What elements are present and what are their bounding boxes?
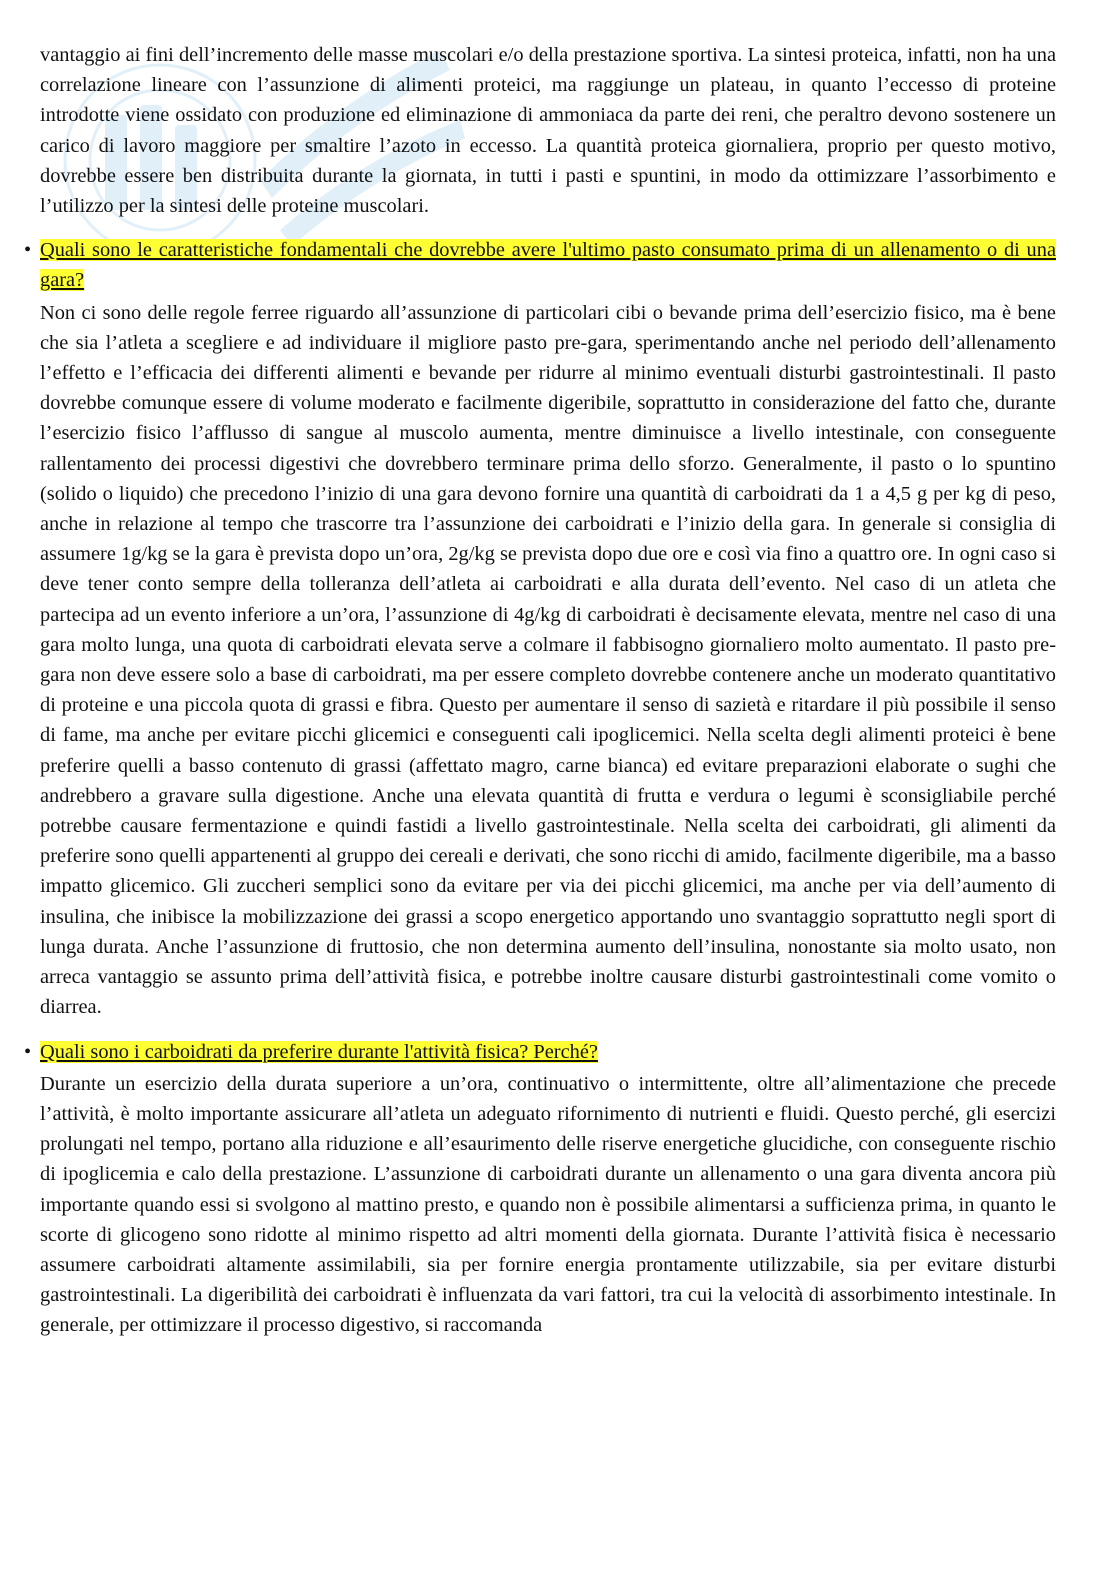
question-text: Quali sono i carboidrati da preferire durante l'attività fisica? Perché? — [40, 1040, 598, 1063]
question-text: Quali sono le caratteristiche fondamentali che dovrebbe avere l'ultimo pasto consumato prima di un allenamento o di una gara? — [40, 239, 1056, 292]
answer-pre-race-meal: Non ci sono delle regole ferree riguardo all’assunzione di particolari cibi o bevande prima dell’esercizio fisico, ma è bene che sia l’atleta a scegliere e ad individuare il migliore pasto pre-gara, sperimentando anche nel periodo dell’allenamento l’effetto e l’efficacia dei differenti alimenti e bevande per ridurre al minimo eventuali disturbi gastrointestinali. Il pasto dovrebbe comunque essere di volume moderato e facilmente digeribile, soprattutto in considerazione del fatto che, durante l’esercizio fisico l’afflusso di sangue al muscolo aumenta, mentre diminuisce a livello intestinale, con conseguente rallentamento dei processi digestivi che dovrebbero terminare prima dello sforzo. Generalmente, il pasto o lo spuntino (solido o liquido) che precedono l’inizio di una gara devono fornire una quantità di carboidrati da 1 a 4,5 g per kg di peso, anche in relazione al tempo che trascorre tra l’assunzione dei carboidrati e l’inizio della gara. In generale si consiglia di assumere 1g/kg se la gara è prevista dopo un’ora, 2g/kg se prevista dopo due ore e così via fino a quattro ore. In ogni caso si deve tener conto sempre della tolleranza dell’atleta ai carboidrati e alla durata dell’evento. Nel caso di un atleta che partecipa ad un evento inferiore a un’ora, l’assunzione di 4g/kg di carboidrati è decisamente elevata, mentre nel caso di una gara molto lunga, una quota di carboidrati elevata serve a colmare il fabbisogno giornaliero molto aumentato. Il pasto pre-gara non deve essere solo a base di carboidrati, ma per essere completo dovrebbe contenere anche un moderato quantitativo di proteine e una piccola quota di grassi e fibra. Questo per aumentare il senso di sazietà e ritardare il più possibile il senso di fame, ma anche per evitare picchi glicemici e conseguenti cali ipoglicemici. Nella scelta degli alimenti proteici è bene preferire quelli a basso contenuto di grassi (affettato magro, carne bianca) ed evitare preparazioni elaborate o sughi che andrebbero a gravare sulla digestione. Anche una elevata quantità di frutta e verdura o legumi è sconsigliabile perché potrebbe causare fermentazione e quindi fastidi a livello gastrointestinale. Nella scelta dei carboidrati, gli alimenti da preferire sono quelli appartenenti al gruppo dei cereali e derivati, che sono ricchi di amido, facilmente digeribile, ma a basso impatto glicemico. Gli zuccheri semplici sono da evitare per via dei picchi glicemici, ma anche per via dell’aumento di insulina, che inibisce la mobilizzazione dei grassi a scopo energetico apportando uno svantaggio soprattutto negli sport di lunga durata. Anche l’assunzione di fruttosio, che non determina aumento dell’insulina, nonostante sia molto usato, non arreca vantaggio se assunto prima dell’attività fisica, e potrebbe inoltre causare disturbi gastrointestinali come vomito o diarrea. — [40, 301, 1056, 1019]
answer-carbohydrates: Durante un esercizio della durata superiore a un’ora, continuativo o intermittente, oltre all’alimentazione che precede l’attività, è molto importante assicurare all’atleta un adeguato rifornimento di nutrienti e fluidi. Questo perché, gli esercizi prolungati nel tempo, portano alla riduzione e all’esaurimento delle riserve energetiche glucidiche, con conseguente rischio di ipoglicemia e calo della prestazione. L’assunzione di carboidrati durante un allenamento o una gara diventa ancora più importante quando essi si svolgono al mattino presto, e quando non è possibile alimentarsi a sufficienza prima, in quanto le scorte di glicogeno sono ridotte al minimo rispetto ad altri momenti della giornata. Durante l’attività fisica è necessario assumere carboidrati altamente assimilabili, sia per fornire energia prontamente utilizzabile, sia per evitare disturbi gastrointestinali. La digeribilità dei carboidrati è influenzata da vari fattori, tra cui la velocità di assorbimento intestinale. In generale, per ottimizzare il processo digestivo, si raccomanda — [40, 1072, 1056, 1337]
document-page — [24, 40, 1056, 1341]
bullet-icon: • — [24, 1040, 32, 1063]
paragraph-proteins: vantaggio ai fini dell’incremento delle masse muscolari e/o della prestazione sportiva. La sintesi proteica, infatti, non ha una correlazione lineare con l’assunzione di alimenti proteici, ma raggiunge un plateau, in quanto l’eccesso di proteine introdotte viene ossidato con produzione ed eliminazione di ammoniaca da parte dei reni, che peraltro devono sostenere un carico di lavoro maggiore per smaltire l’azoto in eccesso. La quantità proteica giornaliera, proprio per questo motivo, dovrebbe essere ben distribuita durante la giornata, in tutti i pasti e spuntini, in modo da ottimizzare l’assorbimento e l’utilizzo per la sintesi delle proteine muscolari. — [40, 44, 1056, 218]
bullet-icon: • — [24, 239, 32, 262]
question-heading-pre-race-meal — [24, 235, 1056, 295]
question-heading-carbohydrates — [24, 1037, 1056, 1067]
